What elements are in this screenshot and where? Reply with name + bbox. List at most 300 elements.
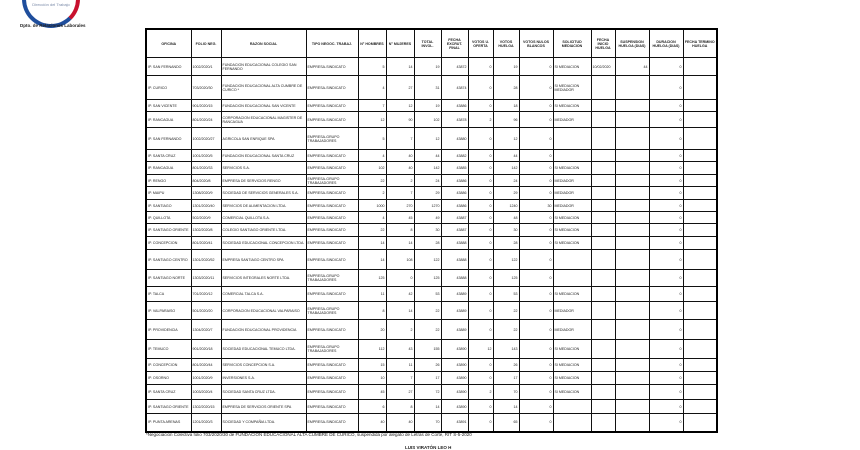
table-cell: 30 bbox=[493, 224, 519, 237]
table-cell: 15 bbox=[358, 359, 386, 372]
table-cell: SOCIEDAD DE SERVICIOS GENERALES S.A. bbox=[221, 187, 306, 200]
table-cell: 53 bbox=[493, 287, 519, 302]
table-cell: EMPRESA-SINDICATO bbox=[306, 400, 358, 414]
table-cell: 7 bbox=[386, 187, 414, 200]
table-cell: 28 bbox=[493, 237, 519, 250]
table-cell: 29 bbox=[493, 187, 519, 200]
table-cell: 45 bbox=[358, 385, 386, 400]
table-cell: 96 bbox=[493, 112, 519, 128]
table-cell: EMPRESA-SINDICATO bbox=[306, 76, 358, 100]
table-cell: SI MEDIACION MEDIADOR bbox=[553, 76, 591, 100]
table-cell: 26 bbox=[414, 359, 441, 372]
table-row bbox=[146, 58, 717, 76]
table-cell: 142 bbox=[493, 162, 519, 175]
table-cell: 30 bbox=[519, 200, 553, 212]
table-cell: 0 bbox=[468, 400, 493, 414]
table-cell: COLEGIO SANTIAGO ORIENTE LTDA. bbox=[221, 224, 306, 237]
table-cell bbox=[591, 414, 615, 432]
table-cell bbox=[553, 128, 591, 150]
table-cell: 125 bbox=[493, 270, 519, 287]
table-cell: 270 bbox=[386, 200, 414, 212]
table-cell: 28 bbox=[414, 237, 441, 250]
table-cell: 2 bbox=[386, 320, 414, 340]
table-cell: 90 bbox=[386, 112, 414, 128]
table-cell: EMPRESA-SINDICATO bbox=[306, 187, 358, 200]
table-cell: 43890 bbox=[441, 385, 468, 400]
table-cell: 0 bbox=[519, 270, 553, 287]
table-cell: 0 bbox=[468, 100, 493, 112]
table-cell bbox=[683, 76, 717, 100]
table-cell: EMPRESA-GRUPO TRABAJADORES bbox=[306, 128, 358, 150]
table-cell bbox=[591, 162, 615, 175]
table-cell: SOCIEDAD EDUCACIONAL CONCEPCION LTDA. bbox=[221, 237, 306, 250]
table-cell bbox=[591, 359, 615, 372]
table-cell: EMPRESA-SINDICATO bbox=[306, 150, 358, 162]
table-cell: IP. SANTA CRUZ bbox=[146, 385, 191, 400]
table-cell bbox=[683, 372, 717, 385]
table-cell bbox=[683, 414, 717, 432]
table-cell: 18 bbox=[493, 100, 519, 112]
table-cell: IP. SANTIAGO NORTE bbox=[146, 270, 191, 287]
table-cell: FUNDACION EDUCACIONAL SANTA CRUZ bbox=[221, 150, 306, 162]
table-cell: 72 bbox=[414, 385, 441, 400]
table-cell: IP. VALPARAISO bbox=[146, 302, 191, 320]
table-cell: SI MEDIACION bbox=[553, 212, 591, 224]
table-cell bbox=[615, 237, 649, 250]
table-cell: 2 bbox=[358, 187, 386, 200]
table-cell: 701/2020/12 bbox=[191, 287, 221, 302]
table-cell: 1201/2020/3 bbox=[191, 414, 221, 432]
table-cell: 4 bbox=[358, 150, 386, 162]
table-cell: SOCIEDAD SANTA CRUZ LTDA. bbox=[221, 385, 306, 400]
table-cell bbox=[683, 340, 717, 359]
table-cell: 1302/2020/15 bbox=[191, 400, 221, 414]
table-row bbox=[146, 150, 717, 162]
table-cell: 0 bbox=[649, 100, 683, 112]
table-cell bbox=[683, 175, 717, 187]
table-cell: SI MEDIACION bbox=[553, 224, 591, 237]
table-cell: 0 bbox=[468, 175, 493, 187]
table-cell bbox=[591, 250, 615, 270]
table-cell: IP. SAN FERNANDO bbox=[146, 58, 191, 76]
table-cell: 0 bbox=[468, 359, 493, 372]
table-cell: 10 bbox=[358, 372, 386, 385]
table-cell: 0 bbox=[519, 175, 553, 187]
column-header: SOLICITUD MEDIACION bbox=[553, 29, 591, 58]
table-cell: SERVICIOS DE ALIMENTACION LTDA. bbox=[221, 200, 306, 212]
table-cell: 43890 bbox=[441, 400, 468, 414]
table-cell bbox=[615, 112, 649, 128]
table-row bbox=[146, 212, 717, 224]
table-cell: 0 bbox=[649, 128, 683, 150]
table-cell: 17 bbox=[493, 372, 519, 385]
table-cell bbox=[615, 414, 649, 432]
table-cell: 22 bbox=[493, 320, 519, 340]
table-cell: IP. SAN VICENTE bbox=[146, 100, 191, 112]
table-cell bbox=[683, 187, 717, 200]
table-cell: EMPRESA-SINDICATO bbox=[306, 200, 358, 212]
table-cell bbox=[683, 287, 717, 302]
table-cell: IP. QUILLOTA bbox=[146, 212, 191, 224]
table-cell bbox=[615, 385, 649, 400]
column-header: OFICINA bbox=[146, 29, 191, 58]
table-cell: EMPRESA-SINDICATO bbox=[306, 385, 358, 400]
table-cell: 0 bbox=[649, 200, 683, 212]
table-cell: 43882 bbox=[441, 150, 468, 162]
table-cell: 43890 bbox=[441, 372, 468, 385]
table-cell: INVERSIONES S.A. bbox=[221, 372, 306, 385]
table-cell: 30 bbox=[414, 224, 441, 237]
table-cell: 1002/2020/27 bbox=[191, 128, 221, 150]
table-cell: EMPRESA-SINDICATO bbox=[306, 414, 358, 432]
table-cell: 0 bbox=[468, 200, 493, 212]
table-cell: 28 bbox=[493, 76, 519, 100]
table-cell bbox=[615, 359, 649, 372]
table-cell: 0 bbox=[468, 58, 493, 76]
table-cell: 5 bbox=[358, 128, 386, 150]
table-cell: 0 bbox=[519, 385, 553, 400]
table-cell: 1308/2020/9 bbox=[191, 187, 221, 200]
table-cell bbox=[615, 200, 649, 212]
table-cell: 1001/2020/5 bbox=[191, 150, 221, 162]
table-cell: 43890 bbox=[441, 359, 468, 372]
table-cell: 0 bbox=[386, 270, 414, 287]
table-cell: 8 bbox=[358, 302, 386, 320]
table-cell: EMPRESA-GRUPO TRABAJADORES bbox=[306, 270, 358, 287]
table-cell: COMERCIAL TALCA S.A. bbox=[221, 287, 306, 302]
table-cell bbox=[683, 359, 717, 372]
table-cell: 0 bbox=[468, 212, 493, 224]
table-cell: 0 bbox=[519, 58, 553, 76]
table-cell: 0 bbox=[649, 372, 683, 385]
table-cell: EMPRESA-SINDICATO bbox=[306, 359, 358, 372]
table-cell: MEDIADOR bbox=[553, 320, 591, 340]
table-row bbox=[146, 250, 717, 270]
table-cell: MEDIADOR bbox=[553, 302, 591, 320]
table-cell: 801/2020/24 bbox=[191, 112, 221, 128]
table-cell: IP. CURICO bbox=[146, 76, 191, 100]
table-cell: 0 bbox=[519, 372, 553, 385]
table-cell: 0 bbox=[519, 400, 553, 414]
table-cell: 0 bbox=[649, 400, 683, 414]
table-cell: 4 bbox=[358, 212, 386, 224]
table-cell: IP. CONCEPCION bbox=[146, 359, 191, 372]
table-cell: 0 bbox=[468, 237, 493, 250]
table-cell: 0 bbox=[468, 270, 493, 287]
table-cell: 0 bbox=[519, 302, 553, 320]
table-cell: 155 bbox=[414, 340, 441, 359]
table-cell: 0 bbox=[649, 162, 683, 175]
table-cell: 4 bbox=[358, 76, 386, 100]
table-cell: 19 bbox=[493, 58, 519, 76]
table-cell: SERVICIOS INTEGRALES NORTE LTDA. bbox=[221, 270, 306, 287]
table-cell: 14 bbox=[358, 237, 386, 250]
table-cell: 43 bbox=[386, 340, 414, 359]
table-cell bbox=[591, 76, 615, 100]
table-row bbox=[146, 100, 717, 112]
column-header: DURACION HUELGA (DIAS) bbox=[649, 29, 683, 58]
table-cell: 0 bbox=[519, 287, 553, 302]
table-cell: 1302/2020/8 bbox=[191, 224, 221, 237]
table-row bbox=[146, 372, 717, 385]
table-cell: 0 bbox=[468, 287, 493, 302]
table-cell: 801/2020/44 bbox=[191, 359, 221, 372]
table-cell: SI MEDIACION bbox=[553, 385, 591, 400]
table-cell: IP. OSORNO bbox=[146, 372, 191, 385]
table-cell bbox=[591, 340, 615, 359]
table-cell: 901/2020/18 bbox=[191, 340, 221, 359]
table-cell bbox=[615, 340, 649, 359]
table-cell: 0 bbox=[649, 224, 683, 237]
table-cell: IP. SANTIAGO ORIENTE bbox=[146, 224, 191, 237]
table-cell: 43887 bbox=[441, 212, 468, 224]
table-cell bbox=[591, 112, 615, 128]
table-row bbox=[146, 237, 717, 250]
table-cell: 0 bbox=[468, 150, 493, 162]
table-cell bbox=[553, 400, 591, 414]
table-cell: 43880 bbox=[441, 128, 468, 150]
table-cell bbox=[553, 250, 591, 270]
table-cell: 1000 bbox=[358, 200, 386, 212]
table-cell: FUNDACION EDUCACIONAL ALTA CUMBRE DE CURICO * bbox=[221, 76, 306, 100]
table-cell: SI MEDIACION bbox=[553, 340, 591, 359]
table-cell: SI MEDIACION bbox=[553, 372, 591, 385]
table-cell bbox=[683, 250, 717, 270]
table-cell: EMPRESA-SINDICATO bbox=[306, 212, 358, 224]
table-cell: 43887 bbox=[441, 224, 468, 237]
table-cell: 0 bbox=[519, 250, 553, 270]
table-cell bbox=[591, 287, 615, 302]
table-row bbox=[146, 414, 717, 432]
table-cell: EMPRESA-SINDICATO bbox=[306, 372, 358, 385]
table-cell: 43885 bbox=[441, 162, 468, 175]
table-cell: FUNDACION EDUCACIONAL PROVIDENCIA bbox=[221, 320, 306, 340]
table-cell: 0 bbox=[519, 340, 553, 359]
table-cell: EMPRESA-SINDICATO bbox=[306, 162, 358, 175]
table-cell: IP. TALCA bbox=[146, 287, 191, 302]
table-cell: 0 bbox=[468, 187, 493, 200]
table-cell: CORPORACION EDUCACIONAL VALPARAISO bbox=[221, 302, 306, 320]
table-cell bbox=[683, 224, 717, 237]
table-cell: 0 bbox=[649, 287, 683, 302]
table-cell: 0 bbox=[649, 359, 683, 372]
table-cell bbox=[591, 270, 615, 287]
table-cell bbox=[683, 112, 717, 128]
table-row bbox=[146, 112, 717, 128]
table-cell: EMPRESA-SINDICATO bbox=[306, 224, 358, 237]
table-cell bbox=[615, 224, 649, 237]
table-cell: EMPRESA-SINDICATO bbox=[306, 237, 358, 250]
table-cell: EMPRESA-GRUPO TRABAJADORES bbox=[306, 302, 358, 320]
table-cell: 19 bbox=[414, 58, 441, 76]
table-cell: 112 bbox=[358, 340, 386, 359]
table-cell: 1270 bbox=[414, 200, 441, 212]
table-cell: 22 bbox=[358, 224, 386, 237]
table-cell: IP. SANTIAGO CENTRO bbox=[146, 250, 191, 270]
table-cell: 801/2020/41 bbox=[191, 237, 221, 250]
table-cell: 31 bbox=[414, 76, 441, 100]
table-cell: 49 bbox=[414, 212, 441, 224]
table-cell bbox=[591, 302, 615, 320]
table-cell bbox=[615, 128, 649, 150]
table-cell: 43886 bbox=[441, 200, 468, 212]
table-cell: IP. RANCAGUA bbox=[146, 162, 191, 175]
table-cell: 0 bbox=[519, 128, 553, 150]
table-cell: 24 bbox=[414, 175, 441, 187]
column-header: N° MUJERES bbox=[386, 29, 414, 58]
table-cell bbox=[591, 212, 615, 224]
table-cell: 0 bbox=[468, 250, 493, 270]
table-cell: 1240 bbox=[493, 200, 519, 212]
table-cell: 14 bbox=[493, 400, 519, 414]
table-cell: SI MEDIACION bbox=[553, 287, 591, 302]
table-cell: 7 bbox=[386, 128, 414, 150]
table-cell: FUNDACION EDUCACIONAL COLEGIO SAN FERNANDO bbox=[221, 58, 306, 76]
table-cell: EMPRESA-SINDICATO bbox=[306, 100, 358, 112]
table-cell: 0 bbox=[649, 302, 683, 320]
table-cell: 1001/2020/9 bbox=[191, 372, 221, 385]
table-cell: 0 bbox=[519, 224, 553, 237]
table-cell bbox=[591, 237, 615, 250]
table-cell bbox=[683, 100, 717, 112]
table-cell: SI MEDIACION bbox=[553, 237, 591, 250]
table-cell: 53 bbox=[414, 287, 441, 302]
table-row bbox=[146, 340, 717, 359]
table-row bbox=[146, 320, 717, 340]
table-cell: 40 bbox=[358, 414, 386, 432]
table-cell bbox=[683, 270, 717, 287]
table-cell bbox=[553, 270, 591, 287]
table-cell: 65 bbox=[493, 414, 519, 432]
table-cell bbox=[591, 128, 615, 150]
table-cell: 0 bbox=[468, 302, 493, 320]
table-cell: 8 bbox=[386, 400, 414, 414]
table-cell: SI MEDIACION bbox=[553, 162, 591, 175]
table-cell: 1003/2020/4 bbox=[191, 385, 221, 400]
table-cell bbox=[683, 162, 717, 175]
table-header-row bbox=[146, 29, 717, 58]
table-cell: 43872 bbox=[441, 58, 468, 76]
table-cell bbox=[615, 287, 649, 302]
table-cell: 43889 bbox=[441, 320, 468, 340]
table-cell: 22 bbox=[414, 320, 441, 340]
table-cell bbox=[683, 237, 717, 250]
table-cell: 0 bbox=[649, 58, 683, 76]
table-cell: 0 bbox=[468, 128, 493, 150]
table-cell: 0 bbox=[468, 320, 493, 340]
strikes-table bbox=[145, 28, 718, 433]
column-header: TOTAL INVOL. bbox=[414, 29, 441, 58]
table-cell bbox=[683, 302, 717, 320]
table-cell: 42 bbox=[386, 287, 414, 302]
table-cell: 125 bbox=[358, 270, 386, 287]
table-cell: 43888 bbox=[441, 250, 468, 270]
table-cell bbox=[615, 270, 649, 287]
table-cell: SI MEDIACION bbox=[553, 359, 591, 372]
table-cell: 0 bbox=[519, 100, 553, 112]
column-header: FECHA EXCRUT. FINAL bbox=[441, 29, 468, 58]
table-cell: 43888 bbox=[441, 237, 468, 250]
table-row bbox=[146, 187, 717, 200]
table-cell bbox=[591, 224, 615, 237]
table-cell: 20 bbox=[358, 320, 386, 340]
table-cell: 70 bbox=[414, 414, 441, 432]
table-cell: 44 bbox=[493, 150, 519, 162]
table-cell: 43889 bbox=[441, 287, 468, 302]
table-cell bbox=[591, 385, 615, 400]
table-row bbox=[146, 76, 717, 100]
table-cell: 122 bbox=[493, 250, 519, 270]
table-cell: 125 bbox=[414, 270, 441, 287]
table-cell bbox=[615, 372, 649, 385]
table-cell bbox=[683, 200, 717, 212]
table-cell: 12 bbox=[358, 112, 386, 128]
table-cell: MEDIADOR bbox=[553, 200, 591, 212]
table-cell bbox=[683, 58, 717, 76]
table-cell: 901/2020/15 bbox=[191, 100, 221, 112]
table-cell bbox=[615, 150, 649, 162]
table-cell: 0 bbox=[649, 385, 683, 400]
table-cell: SI MEDIACION bbox=[553, 100, 591, 112]
column-header: RAZON SOCIAL bbox=[221, 29, 306, 58]
table-cell: 0 bbox=[519, 320, 553, 340]
table-cell: MEDIADOR bbox=[553, 112, 591, 128]
table-cell: 19 bbox=[414, 100, 441, 112]
column-header: N° HOMBRES bbox=[358, 29, 386, 58]
table-cell: 22 bbox=[358, 175, 386, 187]
table-cell: EMPRESA-GRUPO TRABAJADORES bbox=[306, 175, 358, 187]
table-cell bbox=[683, 128, 717, 150]
table-cell: 14 bbox=[386, 58, 414, 76]
table-cell: 43889 bbox=[441, 302, 468, 320]
table-cell: 43886 bbox=[441, 187, 468, 200]
table-cell: MEDIADOR bbox=[553, 175, 591, 187]
table-cell: 14 bbox=[386, 302, 414, 320]
table-cell: 43888 bbox=[441, 270, 468, 287]
table-cell: 2 bbox=[386, 175, 414, 187]
table-cell: 22 bbox=[414, 302, 441, 320]
table-cell: 0 bbox=[519, 150, 553, 162]
table-cell: 27 bbox=[386, 385, 414, 400]
column-header: VOTOS HUELGA bbox=[493, 29, 519, 58]
column-header: FECHA TERMINO HUELGA bbox=[683, 29, 717, 58]
table-cell: SI MEDIACION bbox=[553, 58, 591, 76]
table-cell: EMPRESA-SINDICATO bbox=[306, 250, 358, 270]
table-cell: EMPRESA-GRUPO TRABAJADORES bbox=[306, 340, 358, 359]
table-cell bbox=[615, 162, 649, 175]
table-cell bbox=[683, 212, 717, 224]
signature: LUIS VIRATÓN LEO H bbox=[405, 445, 452, 450]
table-cell: EMPRESA DE SERVICIOS RENGO bbox=[221, 175, 306, 187]
table-cell: AGRICOLA SAN ENRIQUE SPA bbox=[221, 128, 306, 150]
table-cell: 143 bbox=[493, 340, 519, 359]
table-cell: IP. RENGO bbox=[146, 175, 191, 187]
table-cell: IP. PROVIDENCIA bbox=[146, 320, 191, 340]
table-cell: EMPRESA SANTIAGO CENTRO SPA bbox=[221, 250, 306, 270]
table-cell: 703/2020/30 bbox=[191, 76, 221, 100]
table-cell bbox=[591, 400, 615, 414]
table-cell: 0 bbox=[519, 76, 553, 100]
table-row bbox=[146, 128, 717, 150]
table-cell: 14 bbox=[386, 237, 414, 250]
table-cell: 0 bbox=[468, 76, 493, 100]
table-cell: 40 bbox=[386, 414, 414, 432]
table-cell: 70 bbox=[493, 385, 519, 400]
table-cell: 10/02/2020 bbox=[591, 58, 615, 76]
table-cell: 22 bbox=[493, 302, 519, 320]
table-cell: 0 bbox=[649, 340, 683, 359]
table-cell: 108 bbox=[386, 250, 414, 270]
